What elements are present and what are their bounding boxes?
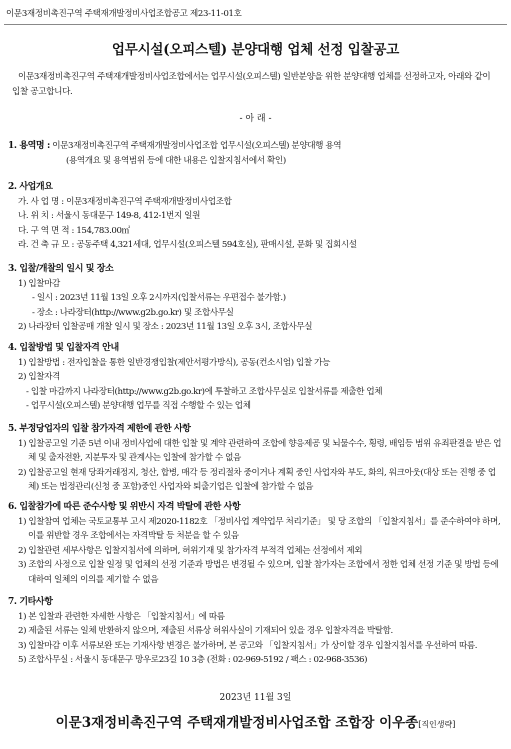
section-7-heading: 7. 기타사항: [8, 597, 53, 607]
section-3-item-b: - 일시 : 2023년 11월 13일 오후 2시까지(입찰서류는 우편접수 불가함.): [32, 293, 286, 303]
section-6-item-b: 2) 입찰관련 세부사항은 입찰지침서에 의하며, 허위기재 및 참가자격 부적격 업체는 선정에서 제외: [18, 545, 363, 556]
section-3: [8, 262, 503, 335]
intro-paragraph: 이문3재정비촉진구역 주택재개발정비사업조합에서는 업무시설(오피스텔) 일반분양을 위한 분양대행 업체를 선정하고자, 아래와 같이 입찰 공고합니다.: [12, 72, 491, 97]
section-6-heading: 6. 입찰참가에 따른 준수사항 및 위반시 자격 박탈에 관한 사항: [8, 502, 241, 512]
notice-date: 2023년 11월 3일: [219, 693, 292, 703]
section-3-item-c: - 장소 : 나라장터(http://www.g2b.go.kr) 및 조합사무실: [32, 307, 234, 318]
signature-text: 이문3재정비촉진구역 주택재개발정비사업조합 조합장 이우종: [55, 715, 419, 731]
notice-number: 이문3재정비촉진구역 주택재개발정비사업조합공고 제23-11-01호: [6, 9, 242, 19]
section-3-item-d: 2) 나라장터 입찰공매 개찰 일시 및 장소 : 2023년 11월 13일 오후 3시, 조합사무실: [18, 322, 313, 332]
section-2-item-c: 다. 구 역 면 적 : 154,783.00㎡: [18, 225, 130, 236]
section-4-item-a: 1) 입찰방법 : 전자입찰을 통한 일반경쟁입찰(제안서평가방식), 공동(컨소시엄) 입찰 가능: [18, 357, 330, 368]
section-2-item-b: 나. 위 치 : 서울시 동대문구 149-8, 412-1번지 일원: [18, 211, 200, 221]
section-1-text: 이문3재정비촉진구역 주택재개발정비사업조합 업무시설(오피스텔) 분양대행 용역: [52, 141, 342, 151]
header-divider: [4, 24, 507, 25]
section-7: [8, 595, 503, 668]
section-4-item-b: 2) 입찰자격: [18, 372, 60, 382]
section-7-item-c: 3) 입찰마감 이후 서류보완 또는 기재사항 변경은 불가하며, 본 공고와 「입찰지침서」가 상이할 경우 입찰지침서를 우선하여 따름.: [18, 640, 478, 651]
seal-omitted-note: [직인생략]: [418, 720, 456, 729]
section-4-item-c: - 입찰 마감까지 나라장터(http://www.g2b.go.kr)에 투찰하고 조합사무실로 입찰서류를 제출한 업체: [26, 386, 383, 397]
section-5-heading: 5. 부정당업자의 입찰 참가자격 제한에 관한 사항: [8, 424, 191, 434]
section-5-item-a: 1) 입찰공고일 기준 5년 이내 정비사업에 대한 입찰 및 계약 관련하여 조합에 향응제공 및 뇌물수수, 횡령, 배임등 범위 유죄판결을 받은 업체 및 출자전환, 지분투자 및 관계사는 입찰에 참가할 수 없음: [18, 438, 502, 463]
section-4-item-d: - 업무시설(오피스텔) 분양대행 업무를 직접 수행할 수 있는 업체: [26, 401, 251, 411]
section-1-sub: (용역개요 및 용역범위 등에 대한 내용은 입찰지침서에서 확인): [66, 155, 286, 166]
page-title: 업무시설(오피스텔) 분양대행 업체 선정 입찰공고: [111, 42, 400, 58]
section-2: [8, 180, 503, 253]
section-1-heading: 1. 용역명 :: [8, 141, 50, 151]
section-6-item-c: 3) 조합의 사정으로 입찰 일정 및 업체의 선정 기준과 방법은 변경될 수 있으며, 입찰 참가자는 조합에서 정한 업체 선정 기준 및 방법 등에 대하여 일체의 이의를 제기할 수 없음: [18, 560, 499, 585]
section-6-item-a: 1) 입찰참여 업체는 국토교통부 고시 제2020-1182호 「정비사업 계약업무 처리기준」 및 당 조합의 「입찰지침서」를 준수하여야 하며, 이를 위반할 경우 조합에서는 자격박탈 등 처분을 할 수 있음: [18, 516, 501, 541]
section-3-heading: 3. 입찰/개찰의 일시 및 장소: [8, 264, 114, 274]
section-4-heading: 4. 입찰방법 및 입찰자격 안내: [8, 343, 119, 353]
section-2-item-d: 라. 건 축 규 모 : 공동주택 4,321세대, 업무시설(오피스텔 594호실), 판매시설, 문화 및 집회시설: [18, 240, 357, 250]
section-2-item-a: 가. 사 업 명 : 이문3재정비촉진구역 주택재개발정비사업조합: [18, 196, 232, 207]
section-2-heading: 2. 사업개요: [8, 182, 53, 192]
section-7-item-d: 5) 조합사무실 : 서울시 동대문구 망우로23길 10 3층 (전화 : 02-969-5192 / 팩스 : 02-968-3536): [18, 655, 368, 665]
section-7-item-a: 1) 본 입찰과 관련한 자세한 사항은 「입찰지침서」에 따름: [18, 611, 225, 622]
section-5-item-b: 2) 입찰공고일 현재 당좌거래정지, 청산, 합병, 매각 등 정리절차 중이거나 계획 중인 사업자와 부도, 화의, 워크아웃(대상 또는 진행 중 업체) 또는 법정관리(신청 중 포함)중인 사업자와 퇴출기업은 입찰에 참가할 수 없음: [18, 467, 496, 492]
section-divider-label: - 아 래 -: [239, 114, 272, 124]
section-1: [8, 139, 503, 168]
section-3-item-a: 1) 입찰마감: [18, 278, 60, 289]
signature-line: [0, 711, 511, 731]
section-5: [8, 422, 503, 495]
section-7-item-b: 2) 제출된 서류는 일체 반환하지 않으며, 제출된 서류상 허위사실이 기재되어 있을 경우 입찰자격을 박탈함.: [18, 626, 393, 636]
section-6: [8, 500, 503, 587]
section-4: [8, 341, 503, 414]
